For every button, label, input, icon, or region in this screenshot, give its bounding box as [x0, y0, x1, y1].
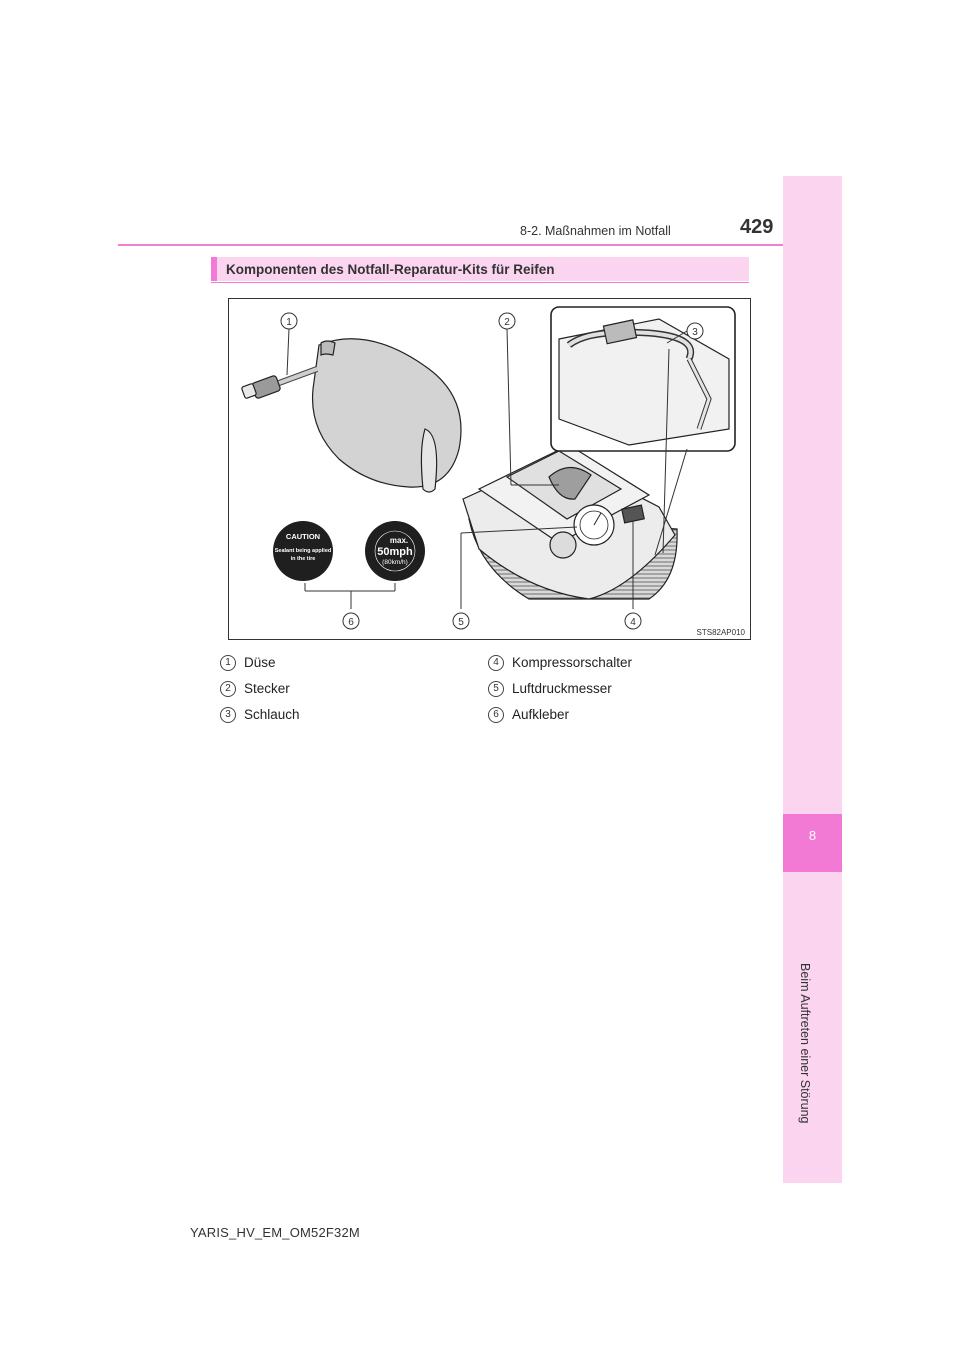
legend-label: Luftdruckmesser	[512, 681, 612, 696]
speed-sticker-max: max.	[389, 536, 409, 545]
footer-document-code: YARIS_HV_EM_OM52F32M	[190, 1225, 360, 1240]
legend-label: Kompressorschalter	[512, 655, 633, 670]
speed-sticker-speed: 50mph	[377, 546, 413, 558]
svg-text:3: 3	[692, 327, 698, 338]
chapter-title: Beim Auftreten einer Störung	[798, 963, 812, 1124]
legend-label: Düse	[244, 655, 276, 670]
caution-sticker-drawing	[273, 521, 333, 581]
chapter-side-tab	[783, 176, 842, 1183]
svg-text:6: 6	[348, 617, 354, 628]
svg-text:5: 5	[458, 617, 464, 628]
caution-sticker-line2: in the tire	[290, 556, 316, 562]
legend-number: 2	[220, 681, 236, 697]
hose-inset-drawing	[551, 307, 735, 451]
callout-4	[625, 613, 641, 629]
svg-text:4: 4	[630, 617, 636, 628]
sealant-bottle-drawing	[241, 339, 461, 492]
callout-5	[453, 613, 469, 629]
header-rule	[118, 244, 842, 246]
legend-number: 6	[488, 707, 504, 723]
running-header-section: 8-2. Maßnahmen im Notfall	[520, 224, 671, 238]
chapter-tab-marker	[783, 814, 842, 872]
figure-code: STS82AP010	[696, 628, 745, 637]
figure-illustration	[229, 299, 750, 639]
speed-sticker-speed-kmh: (80km/h)	[382, 559, 408, 566]
caution-sticker-line1: Sealant being applied	[274, 548, 332, 554]
compressor-drawing	[463, 445, 677, 599]
callout-6	[343, 613, 359, 629]
callout-2	[499, 313, 515, 329]
figure-tire-repair-kit	[228, 298, 751, 640]
chapter-number: 8	[808, 828, 817, 843]
section-title: Komponenten des Notfall-Reparatur-Kits für Reifen	[226, 262, 555, 277]
legend-label: Schlauch	[244, 707, 300, 722]
svg-text:2: 2	[504, 317, 510, 328]
callout-3	[687, 323, 703, 339]
legend-label: Aufkleber	[512, 707, 570, 722]
page-number: 429	[740, 216, 774, 238]
legend-number: 4	[488, 655, 504, 671]
svg-text:1: 1	[286, 317, 292, 328]
callout-1	[281, 313, 297, 329]
legend-number: 5	[488, 681, 504, 697]
legend-number: 1	[220, 655, 236, 671]
section-banner-underline	[211, 282, 749, 283]
caution-sticker-title: CAUTION	[285, 532, 321, 541]
legend-number: 3	[220, 707, 236, 723]
speed-sticker-drawing	[365, 521, 425, 581]
legend-label: Stecker	[244, 681, 290, 696]
